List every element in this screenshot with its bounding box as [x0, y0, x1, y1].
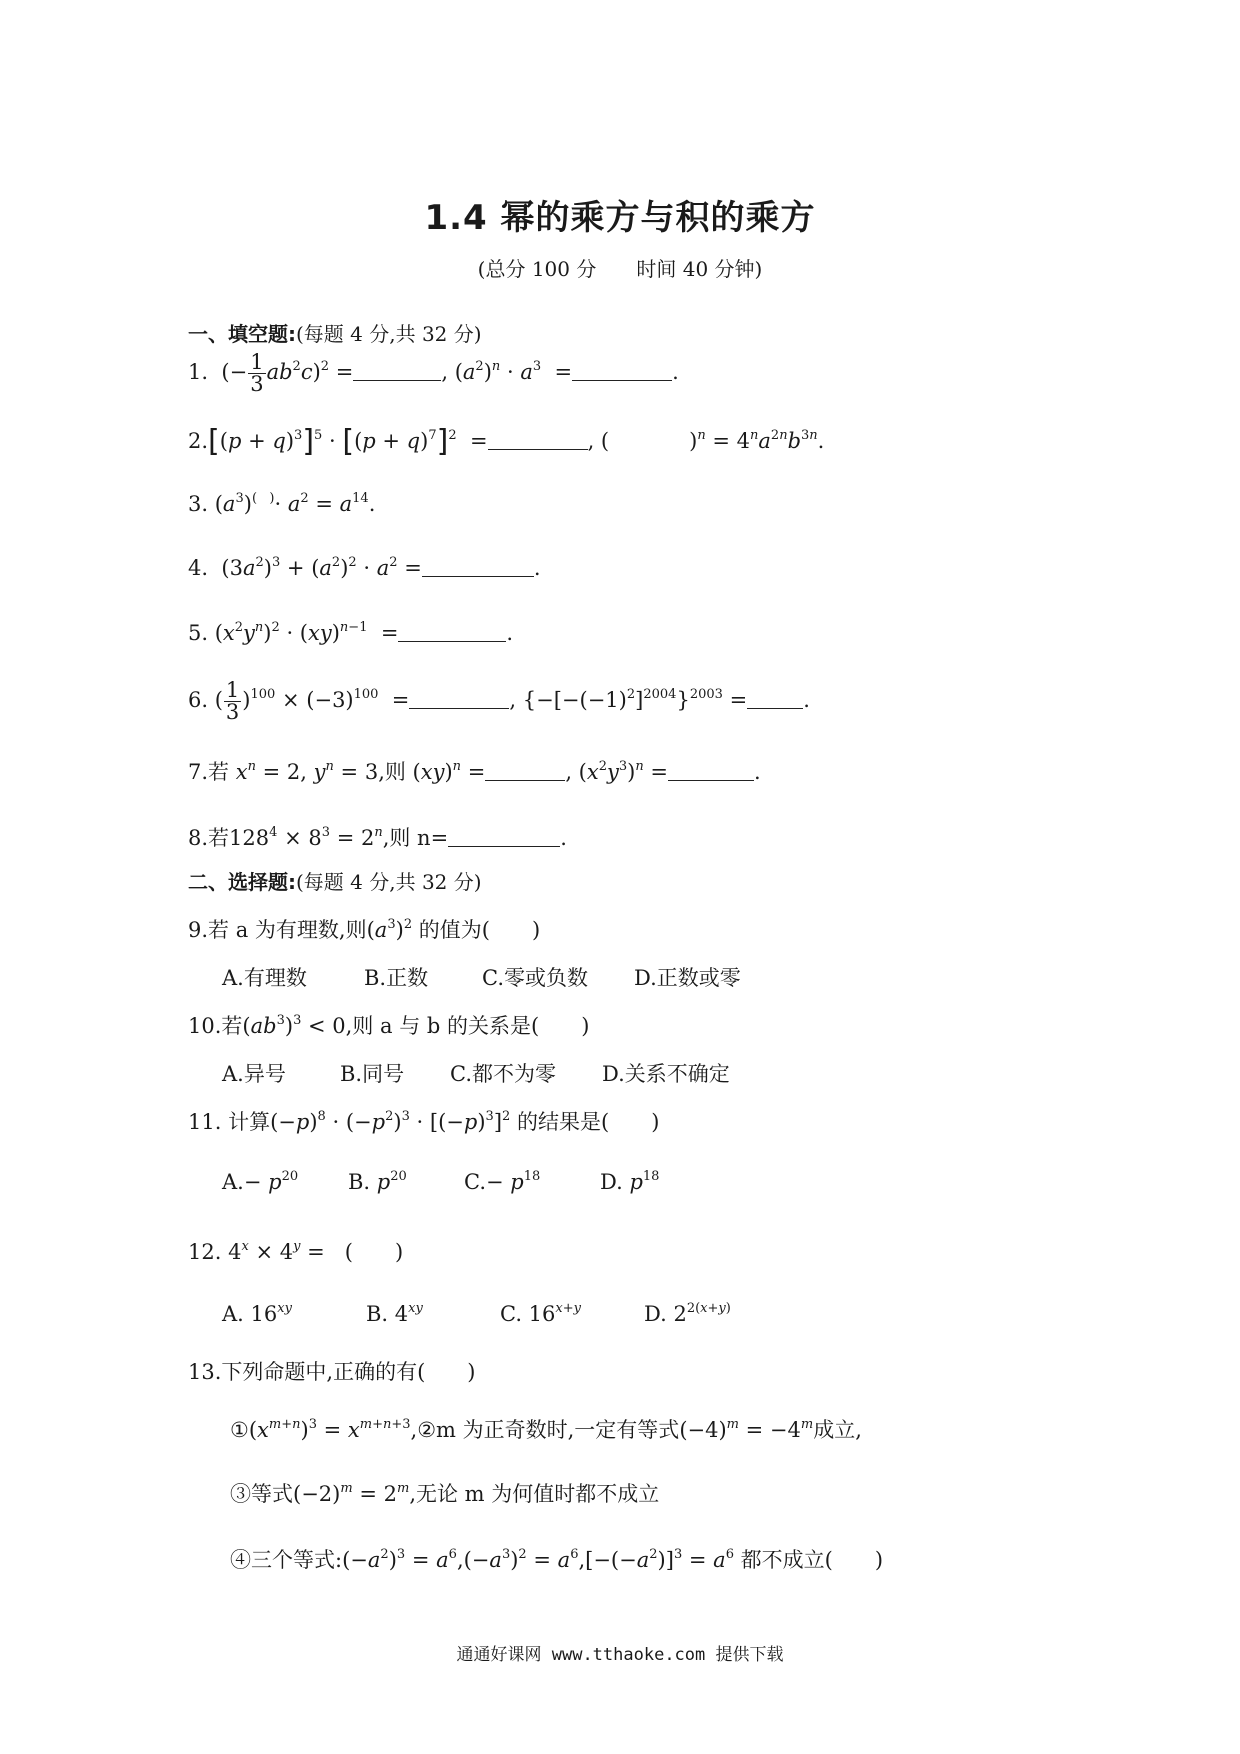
answer-blank[interactable] [485, 762, 565, 781]
answer-blank[interactable] [572, 362, 672, 381]
option-c[interactable]: $C.- p^{18}$ [464, 1169, 541, 1194]
option-b[interactable]: B.同号 [340, 1062, 405, 1086]
section-note: (每题 4 分,共 32 分) [296, 322, 482, 346]
question-12-options [222, 1302, 731, 1326]
option-a[interactable]: $A.- p^{20}$ [222, 1169, 299, 1194]
time-limit: 时间 40 分钟) [636, 257, 763, 281]
option-a[interactable]: A.异号 [222, 1062, 286, 1086]
question-12: 12. $4^x \times 4^y$ = ( ) [188, 1239, 404, 1264]
question-1: 1. (− $\frac{1}{3}$ $ab^2c)^2$ = , $(a^2)^n \cdot a^3$ = . [188, 350, 679, 396]
question-2: $2.[(p + q)^3]^5 \cdot [(p + q)^7]^2$ = , ( )$^n = 4^na^{2n}b^{3n}$. [188, 424, 825, 459]
question-4: 4. $(3a^2)^3 + (a^2)^2 \cdot a^2$ = . [188, 555, 541, 580]
option-b[interactable]: B.正数 [364, 966, 429, 990]
option-b[interactable]: B. $p^{20}$ [348, 1169, 407, 1194]
answer-blank[interactable] [747, 690, 803, 709]
question-13-statement-3: ③等式$(-2)^m = 2^m$,无论 m 为何值时都不成立 [230, 1481, 660, 1506]
section-label: 一、填空题: [188, 322, 296, 346]
section-multiple-choice [188, 866, 482, 895]
option-d[interactable]: D. $2^{2(x+y)}$ [644, 1301, 731, 1326]
option-d[interactable]: D.关系不确定 [602, 1062, 730, 1086]
answer-blank[interactable] [353, 362, 441, 381]
option-d[interactable]: D. $p^{18}$ [600, 1169, 660, 1194]
option-a[interactable]: A. $16^{xy}$ [222, 1301, 292, 1326]
page-footer: 通通好课网 www.tthaoke.com 提供下载 [456, 1645, 784, 1665]
page-subtitle [0, 253, 1240, 282]
option-b[interactable]: B. $4^{xy}$ [366, 1301, 423, 1326]
question-13: 13.下列命题中,正确的有( ) [188, 1360, 476, 1384]
question-5: 5. $(x^2y^n)^2 \cdot (xy)^{n-1}$ = . [188, 620, 514, 645]
answer-blank[interactable] [409, 690, 509, 709]
question-11: 11. 计算$(-p)^8 \cdot (-p^2)^3 \cdot [(-p)^3]^2$ 的结果是( ) [188, 1109, 660, 1134]
question-3: 3. $(a^3)^{( )}\cdot a^2 = a^{14}$. [188, 491, 376, 516]
section-fill-in [188, 318, 482, 347]
option-c[interactable]: C.零或负数 [482, 966, 588, 990]
section-label: 二、选择题: [188, 870, 296, 894]
answer-blank[interactable] [422, 558, 534, 577]
question-13-statement-1: $①(x^{m+n})^3$ = $x^{m+n+3},②m$ 为正奇数时,一定有等式$(-4)^m = -4^m$成立, [230, 1417, 862, 1442]
question-6: 6. ( $\frac{1}{3}$ )$^{100} \times (-3)^{100}$ = , $\{-[-(-1)^2]^{2004}\}^{2003}$ = . [188, 678, 810, 724]
answer-blank[interactable] [668, 762, 754, 781]
answer-blank[interactable] [448, 828, 560, 847]
question-13-statement-4: ④三个等式$:(-a^2)^3 = a^6,(-a^3)^2 = a^6,[-(-a^2)]^3 = a^6$ 都不成立( ) [230, 1547, 884, 1572]
section-note: (每题 4 分,共 32 分) [296, 870, 482, 894]
question-9-options [222, 962, 741, 992]
option-d[interactable]: D.正数或零 [634, 966, 741, 990]
page-title: 1.4 幂的乘方与积的乘方 [424, 198, 816, 238]
answer-blank[interactable] [488, 431, 588, 450]
question-10-options [222, 1058, 730, 1088]
question-8: 8.若$128^4 \times 8^3 = 2^n$,则 n= . [188, 825, 567, 850]
option-c[interactable]: C.都不为零 [450, 1062, 556, 1086]
option-a[interactable]: A.有理数 [222, 966, 307, 990]
answer-blank[interactable] [398, 623, 506, 642]
question-10: 10.若$(ab^3)^3 < 0$,则 a 与 b 的关系是( ) [188, 1013, 590, 1038]
option-c[interactable]: C. $16^{x+y}$ [500, 1301, 582, 1326]
question-11-options [222, 1170, 659, 1194]
question-9: 9.若 a 为有理数,则$(a^3)^2$ 的值为( ) [188, 917, 541, 942]
question-7: 7.若 $x^n = 2$, $y^n = 3$,则 (xy)$^n$ = , $(x^2y^3)^n$ = . [188, 759, 761, 784]
total-score: (总分 100 分 [477, 257, 597, 281]
